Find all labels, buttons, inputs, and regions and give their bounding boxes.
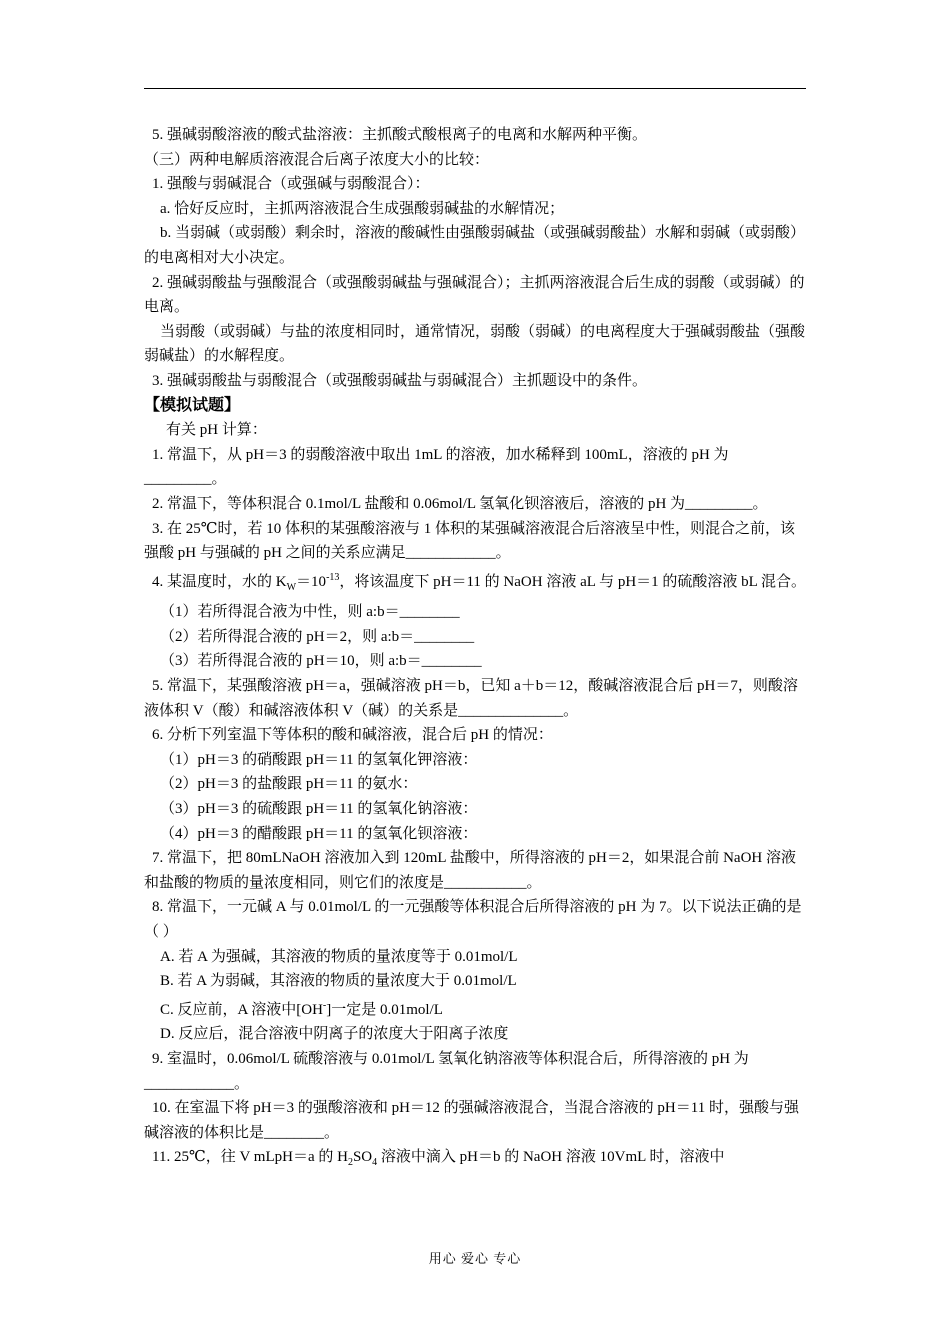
- question-6-part-2: （2）pH＝3 的盐酸跟 pH＝11 的氨水：: [160, 776, 418, 793]
- page-footer: 用心 爱心 专心: [428, 1251, 522, 1266]
- text-line: 当弱酸（或弱碱）与盐的浓度相同时，通常情况，弱酸（弱碱）的电离程度大于强碱弱酸盐（强酸弱碱盐）的水解程度。: [144, 323, 806, 365]
- question-6-part-3: （3）pH＝3 的硫酸跟 pH＝11 的氢氧化钠溶液：: [160, 801, 478, 818]
- text-line: 1. 强酸与弱碱混合（或强碱与弱酸混合）：: [152, 176, 430, 193]
- text-line: 5. 强碱弱酸溶液的酸式盐溶液：主抓酸式酸根离子的电离和水解两种平衡。: [152, 127, 648, 143]
- option-c: C. 反应前，A 溶液中[OH-]一定是 0.01mol/L: [160, 999, 443, 1018]
- question-5: 5. 常温下，某强酸溶液 pH＝a，强碱溶液 pH＝b，已知 a＋b＝12，酸碱溶液混合后 pH＝7，则酸溶液体积 V（酸）和碱溶液体积 V（碱）的关系是______________。: [144, 678, 798, 719]
- document-body: [144, 123, 808, 1176]
- question-2: 2. 常温下，等体积混合 0.1mol/L 盐酸和 0.06mol/L 氢氧化钡溶液后，溶液的 pH 为_________。: [152, 495, 768, 512]
- text-line: （三）两种电解质溶液混合后离子浓度大小的比较：: [144, 151, 490, 168]
- option-d: D. 反应后，混合溶液中阴离子的浓度大于阳离子浓度: [160, 1026, 509, 1043]
- option-a: A. 若 A 为强碱，其溶液的物质的量浓度等于 0.01mol/L: [160, 948, 518, 965]
- question-3: 3. 在 25℃时，若 10 体积的某强酸溶液与 1 体积的某强碱溶液混合后溶液呈中性，则混合之前，该强酸 pH 与强碱的 pH 之间的关系应满足____________。: [144, 520, 796, 562]
- question-11: 11. 25℃，往 V mLpH＝a 的 $H_2SO_4$ 溶液中滴入 pH＝b 的 NaOH 溶液 10VmL 时，溶液中: [152, 1149, 725, 1169]
- question-4-part-3: （3）若所得混合液的 pH＝10，则 a:b＝________: [160, 653, 482, 670]
- text-line: 3. 强碱弱酸盐与弱酸混合（或强酸弱碱盐与弱碱混合）主抓题设中的条件。: [152, 372, 648, 389]
- question-6-part-1: （1）pH＝3 的硝酸跟 pH＝11 的氢氧化钾溶液：: [160, 751, 478, 768]
- text-line: b. 当弱碱（或弱酸）剩余时，溶液的酸碱性由强酸弱碱盐（或强碱弱酸盐）水解和弱碱（或弱酸）的电离相对大小决定。: [144, 225, 806, 266]
- text-line: 2. 强碱弱酸盐与强酸混合（或强酸弱碱盐与强碱混合）；主抓两溶液混合后生成的弱酸（或弱碱）的电离。: [144, 274, 805, 316]
- question-10: 10. 在室温下将 pH＝3 的强酸溶液和 pH＝12 的强碱溶液混合，当混合溶液的 pH＝11 时，强酸与强碱溶液的体积比是________。: [144, 1100, 799, 1141]
- question-1: 1. 常温下，从 pH＝3 的弱酸溶液中取出 1mL 的溶液，加水稀释到 100mL，溶液的 pH 为_________。: [144, 446, 729, 488]
- question-6: 6. 分析下列室温下等体积的酸和碱溶液，混合后 pH 的情况：: [152, 727, 553, 744]
- section-heading: 【模拟试题】: [144, 396, 241, 414]
- text-line: a. 恰好反应时，主抓两溶液混合生成强酸弱碱盐的水解情况；: [160, 200, 565, 217]
- text-line: 有关 pH 计算：: [166, 422, 267, 439]
- question-4: 4. 某温度时，水的 $K_W=10^{-13}$，将该温度下 pH＝11 的 NaOH 溶液 aL 与 pH＝1 的硫酸溶液 bL 混合。: [152, 571, 807, 593]
- question-4-part-2: （2）若所得混合液的 pH＝2，则 a:b＝________: [160, 628, 475, 645]
- question-6-part-4: （4）pH＝3 的醋酸跟 pH＝11 的氢氧化钡溶液：: [160, 825, 478, 842]
- option-b: B. 若 A 为弱碱，其溶液的物质的量浓度大于 0.01mol/L: [160, 973, 517, 990]
- question-8: 8. 常温下，一元碱 A 与 0.01mol/L 的一元强酸等体积混合后所得溶液的 pH 为 7。以下说法正确的是（ ）: [144, 899, 802, 940]
- question-9: 9. 室温时，0.06mol/L 硫酸溶液与 0.01mol/L 氢氧化钠溶液等体积混合后，所得溶液的 pH 为____________。: [144, 1050, 749, 1092]
- question-4-part-1: （1）若所得混合液为中性，则 a:b＝________: [160, 604, 460, 621]
- header-rule: [144, 88, 806, 89]
- question-7: 7. 常温下，把 80mLNaOH 溶液加入到 120mL 盐酸中，所得溶液的 pH＝2，如果混合前 NaOH 溶液和盐酸的物质的量浓度相同，则它们的浓度是___________。: [144, 850, 796, 891]
